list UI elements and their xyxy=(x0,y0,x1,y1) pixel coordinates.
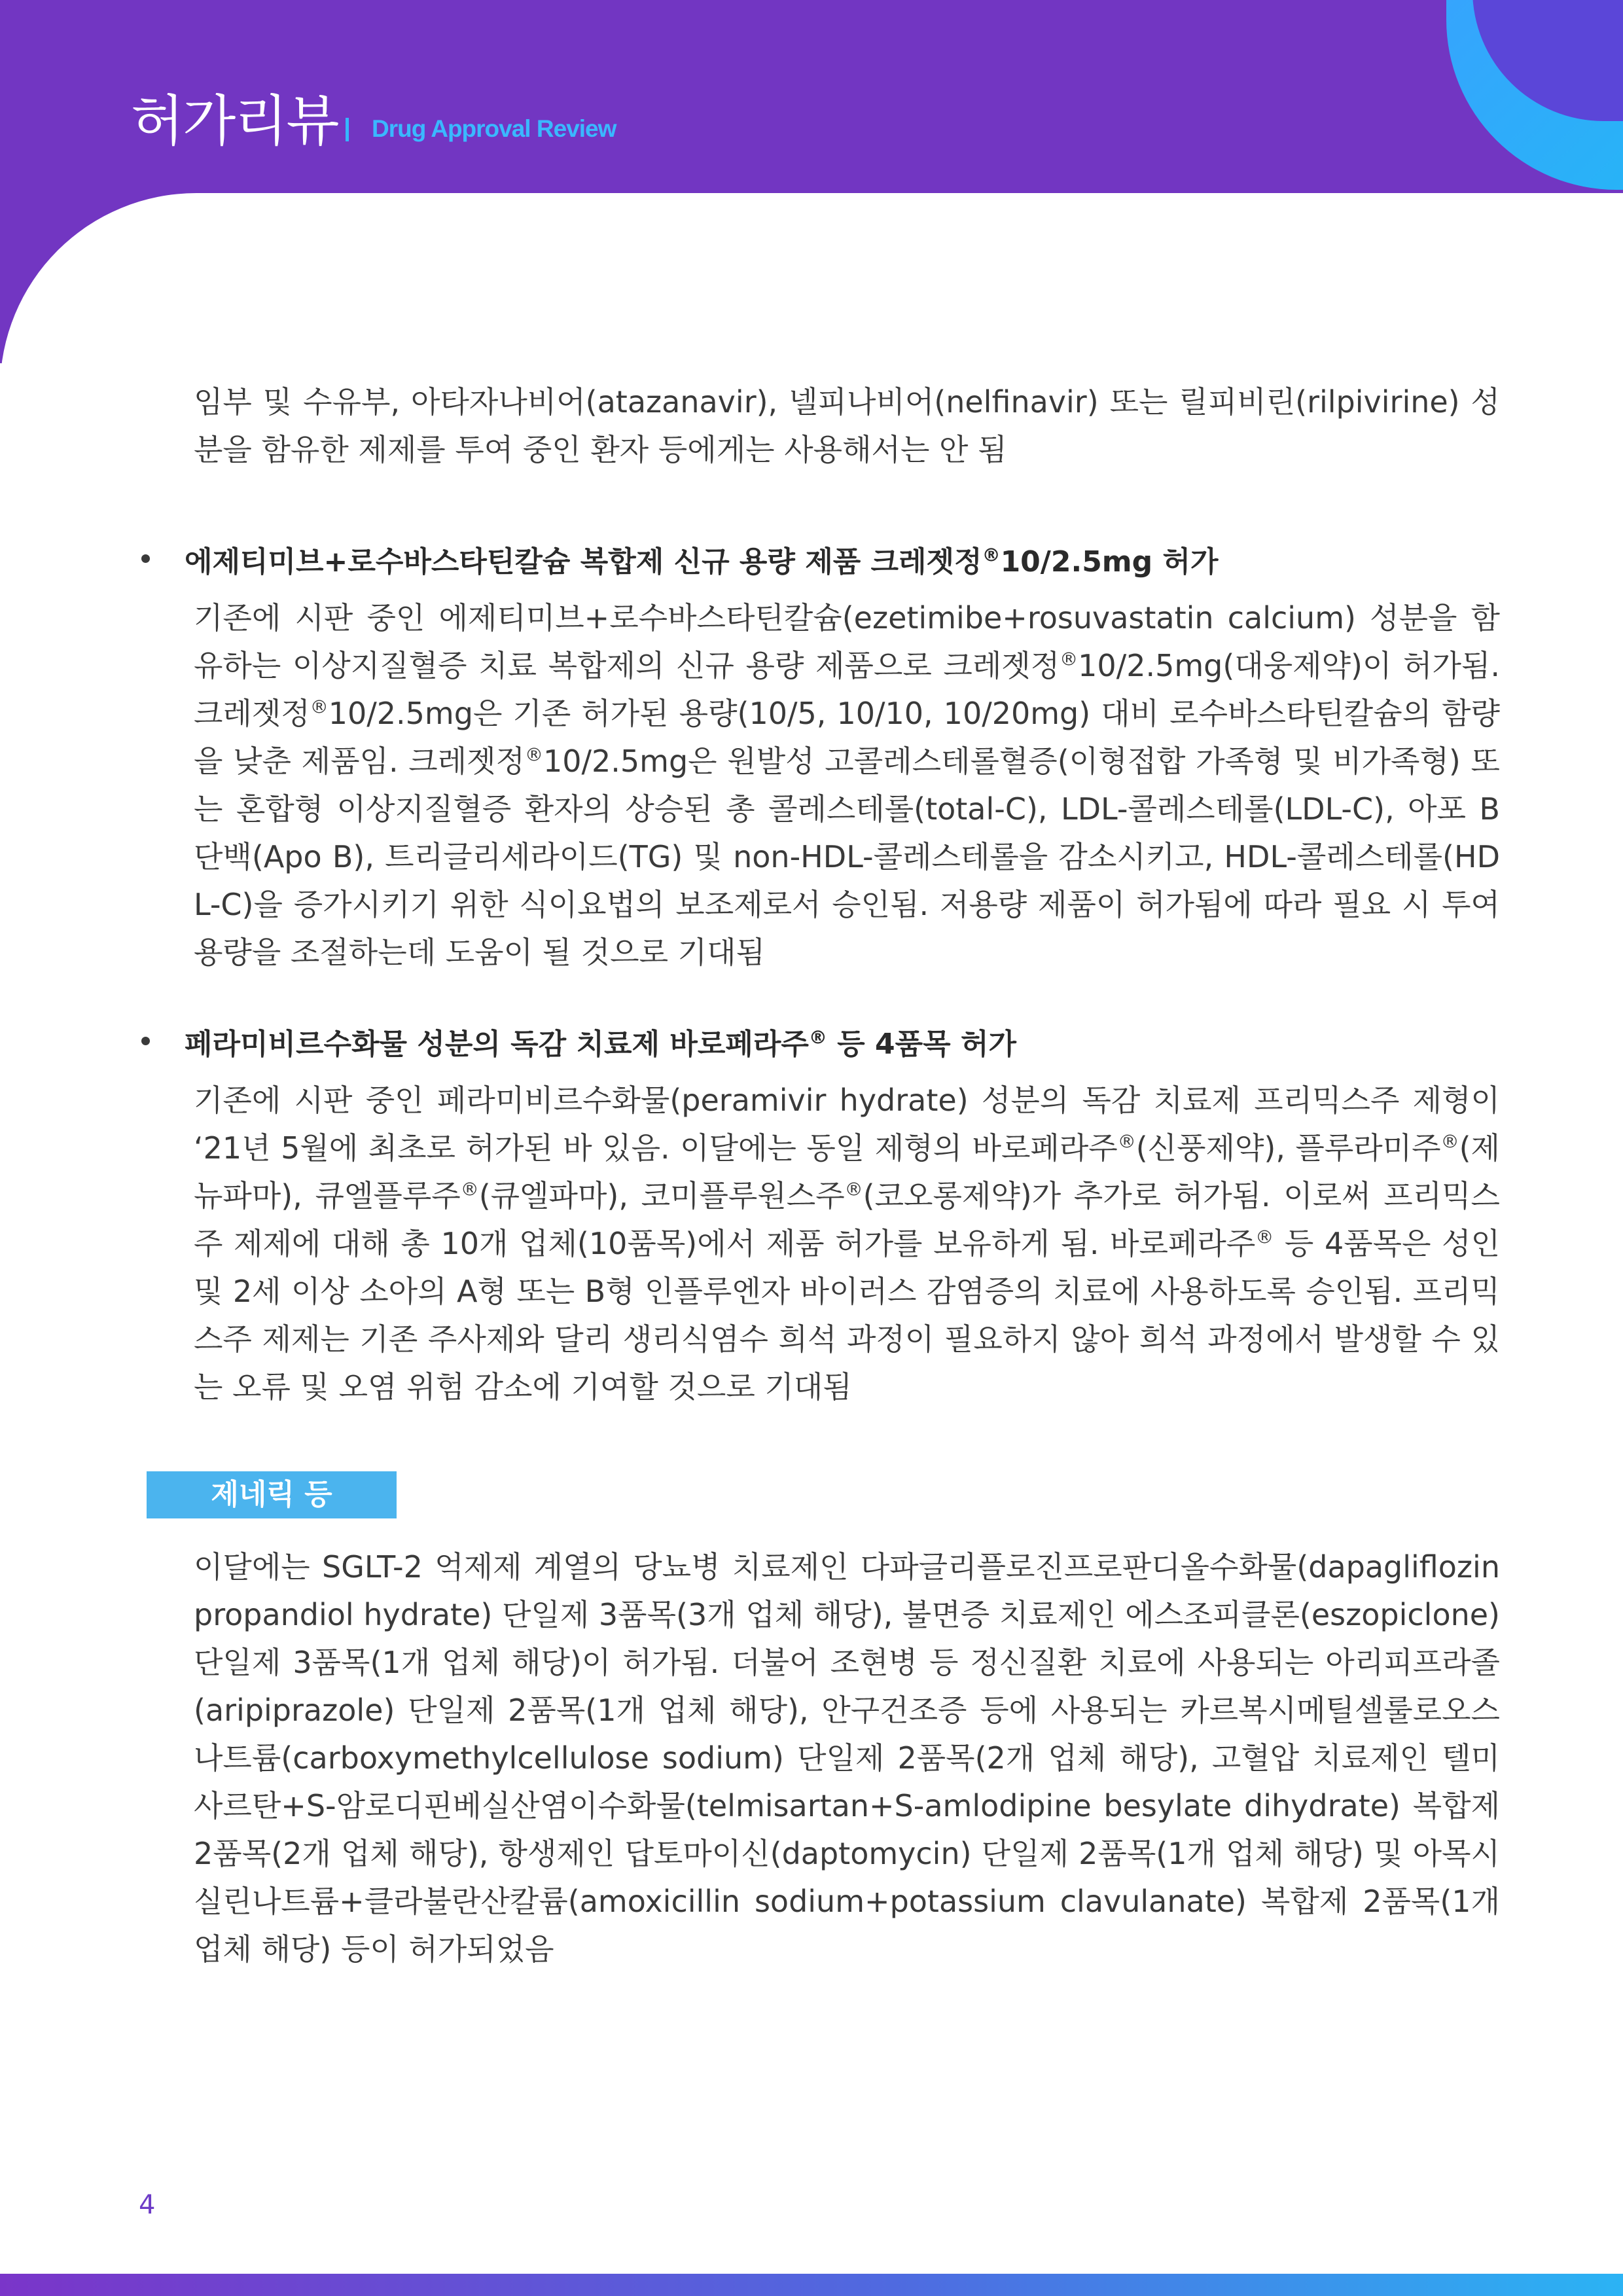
section-title: 허가리뷰 xyxy=(131,89,338,153)
page-number: 4 xyxy=(139,2190,156,2220)
footer-bar xyxy=(0,2274,1623,2296)
section1-heading: 에제티미브+로수바스타틴칼슘 복합제 신규 용량 제품 크레젯정®10/2.5mg 허가 xyxy=(185,544,1219,579)
generic-tag xyxy=(147,1471,397,1518)
section2-heading: 페라미비르수화물 성분의 독감 치료제 바로페라주® 등 4품목 허가 xyxy=(185,1026,1016,1061)
section1-paragraph: 기존에 시판 중인 에제티미브+로수바스타틴칼슘(ezetimibe+rosuvastatin calcium) 성분을 함유하는 이상지질혈증 치료 복합제의 신규 용량 제품으로 크레젯정®10/2.5mg(대웅제약)이 허가됨. 크레젯정®10/2.5mg은 기존 허가된 용량(10/5, 10/10, 10/20mg) 대비 로수바스타틴칼슘의 함량을 낮춘 제품임. 크레젯정®10/2.5mg은 원발성 고콜레스테롤혈증(이형접합 가족형 및 비가족형) 또는 혼합형 이상지질혈증 환자의 상승된 총 콜레스테롤(total-C), LDL-콜레스테롤(LDL-C), 아포 B 단백(Apo B), 트리글리세라이드(TG) 및 non-HDL-콜레스테롤을 감소시키고, HDL-콜레스테롤(HDL-C)을 증가시키기 위한 식이요법의 보조제로서 승인됨. 저용량 제품이 허가됨에 따라 필요 시 투여 용량을 조절하는데 도움이 될 것으로 기대됨 xyxy=(194,600,1500,970)
bullet-icon xyxy=(141,554,150,563)
bullet-icon xyxy=(141,1037,150,1045)
section-subtitle: Drug Approval Review xyxy=(372,115,616,142)
generic-paragraph: 이달에는 SGLT-2 억제제 계열의 당뇨병 치료제인 다파글리플로진프로판디올수화물(dapagliflozin propandiol hydrate) 단일제 3품목(3개 업체 해당), 불면증 치료제인 에스조피클론(eszopiclone) 단일제 3품목(1개 업체 해당)이 허가됨. 더불어 조현병 등 정신질환 치료에 사용되는 아리피프라졸(aripiprazole) 단일제 2품목(1개 업체 해당), 안구건조증 등에 사용되는 카르복시메틸셀룰로오스나트륨(carboxymethylcellulose sodium) 단일제 2품목(2개 업체 해당), 고혈압 치료제인 텔미사르탄+S-암로디핀베실산염이수화물(telmisartan+S-amlodipine besylate dihydrate) 복합제 2품목(2개 업체 해당), 항생제인 답토마이신(daptomycin) 단일제 2품목(1개 업체 해당) 및 아목시실린나트륨+클라불란산칼륨(amoxicillin sodium+potassium clavulanate) 복합제 2품목(1개 업체 해당) 등이 허가되었음 xyxy=(194,1549,1500,1967)
header-divider xyxy=(346,118,349,141)
section2-paragraph: 기존에 시판 중인 페라미비르수화물(peramivir hydrate) 성분의 독감 치료제 프리믹스주 제형이 ‘21년 5월에 최초로 허가된 바 있음. 이달에는 동일 제형의 바로페라주®(신풍제약), 플루라미주®(제뉴파마), 큐엘플루주®(큐엘파마), 코미플루원스주®(코오롱제약)가 추가로 허가됨. 이로써 프리믹스주 제제에 대해 총 10개 업체(10품목)에서 제품 허가를 보유하게 됨. 바로페라주® 등 4품목은 성인 및 2세 이상 소아의 A형 또는 B형 인플루엔자 바이러스 감염증의 치료에 사용하도록 승인됨. 프리믹스주 제제는 기존 주사제와 달리 생리식염수 희석 과정이 필요하지 않아 희석 과정에서 발생할 수 있는 오류 및 오염 위험 감소에 기여할 것으로 기대됨 xyxy=(194,1083,1500,1405)
intro-paragraph: 임부 및 수유부, 아타자나비어(atazanavir), 넬피나비어(nelfinavir) 또는 릴피비린(rilpivirine) 성분을 함유한 제제를 투여 중인 환자 등에게는 사용해서는 안 됨 xyxy=(194,384,1500,467)
generic-tag-label: 제네릭 등 xyxy=(211,1478,332,1511)
page-header xyxy=(0,0,1623,196)
